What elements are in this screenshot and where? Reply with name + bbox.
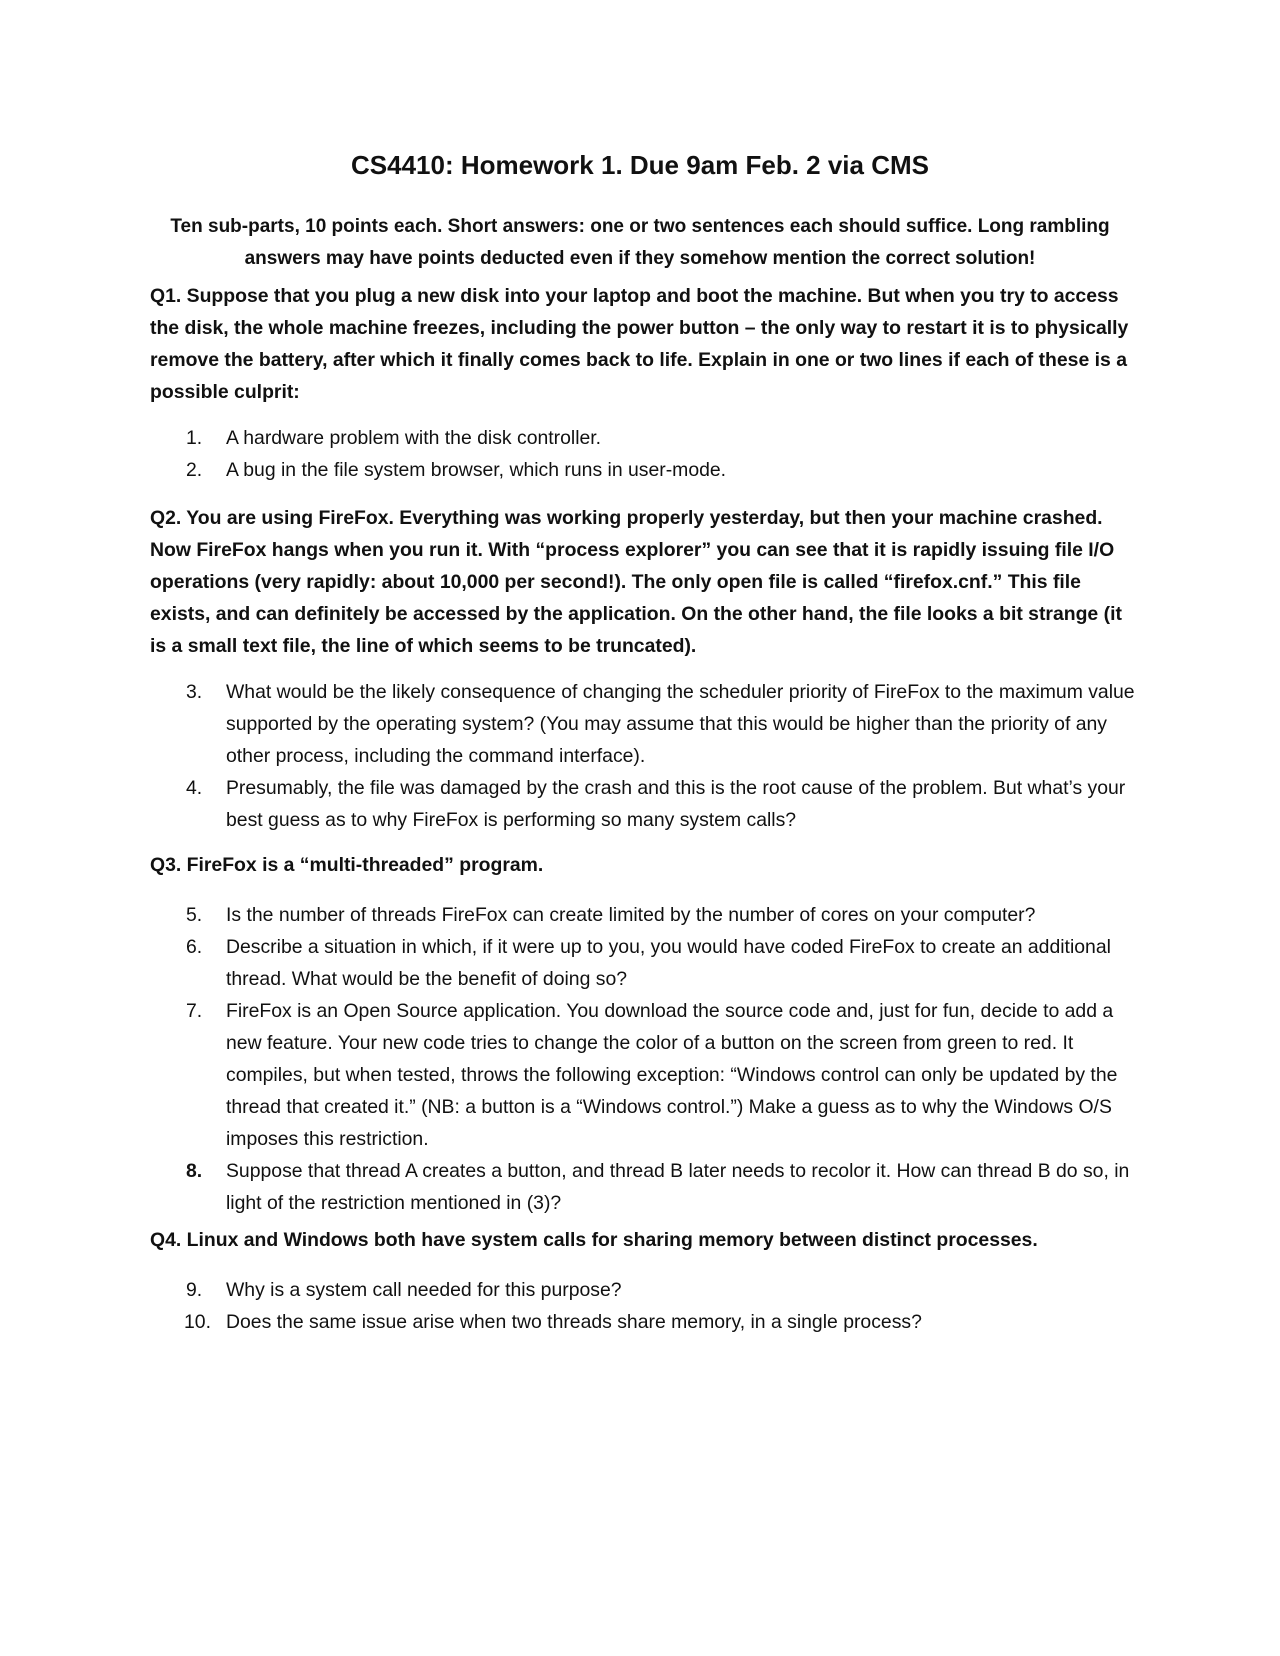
list-item — [186, 422, 1136, 454]
question-1-list — [186, 422, 1136, 486]
page-title: CS4410: Homework 1. Due 9am Feb. 2 via CMS — [351, 150, 929, 180]
item-text: A hardware problem with the disk controller. — [226, 427, 602, 449]
item-text: What would be the likely consequence of changing the scheduler priority of FireFox to the maximum value supported by the operating system? (You may assume that this would be higher than the priority of any other process, including the command interface). — [226, 681, 1135, 767]
item-text: Does the same issue arise when two threads share memory, in a single process? — [226, 1311, 922, 1333]
item-text: A bug in the file system browser, which runs in user-mode. — [226, 459, 727, 481]
item-number: 9. — [186, 1279, 203, 1301]
list-item — [186, 676, 1136, 772]
question-3-list — [186, 899, 1136, 1219]
item-number: 1. — [186, 427, 203, 449]
item-number: 8. — [186, 1160, 203, 1182]
question-3: Q3. FireFox is a “multi-threaded” program. — [150, 854, 544, 876]
question-4: Q4. Linux and Windows both have system calls for sharing memory between distinct processes. — [150, 1229, 1038, 1251]
list-item — [186, 931, 1136, 995]
item-text: Describe a situation in which, if it were up to you, you would have coded FireFox to create an additional thread. What would be the benefit of doing so? — [226, 936, 1111, 990]
item-text: Why is a system call needed for this purpose? — [226, 1279, 622, 1301]
item-number: 6. — [186, 936, 203, 958]
list-item — [186, 1306, 1136, 1338]
list-item — [186, 454, 1136, 486]
list-item — [186, 1155, 1136, 1219]
item-number: 7. — [186, 1000, 203, 1022]
item-text: Suppose that thread A creates a button, and thread B later needs to recolor it. How can thread B do so, in light of the restriction mentioned in (3)? — [226, 1160, 1130, 1214]
list-item — [186, 899, 1136, 931]
item-number: 3. — [186, 681, 203, 703]
question-1: Q1. Suppose that you plug a new disk into your laptop and boot the machine. But when you try to access the disk, the whole machine freezes, including the power button – the only way to restart it is to physically remove the battery, after which it finally comes back to life. Explain in one or two lines if each of these is a possible culprit: — [150, 285, 1129, 403]
list-item — [186, 995, 1136, 1155]
item-number: 4. — [186, 777, 203, 799]
question-2: Q2. You are using FireFox. Everything was working properly yesterday, but then your machine crashed. Now FireFox hangs when you run it. With “process explorer” you can see that it is rapidly issuing file I/O operations (very rapidly: about 10,000 per second!). The only open file is called “firefox.cnf.” This file exists, and can definitely be accessed by the application. On the other hand, the file looks a bit strange (it is a small text file, the line of which seems to be truncated). — [150, 507, 1122, 657]
item-number: 5. — [186, 904, 203, 926]
question-4-list — [186, 1274, 1136, 1338]
item-text: Presumably, the file was damaged by the crash and this is the root cause of the problem. But what’s your best guess as to why FireFox is performing so many system calls? — [226, 777, 1126, 831]
item-text: FireFox is an Open Source application. You download the source code and, just for fun, decide to add a new feature. Your new code tries to change the color of a button on the screen from green to red. It compiles, but when tested, throws the following exception: “Windows control can only be updated by the thread that created it.” (NB: a button is a “Windows control.”) Make a guess as to why the Windows O/S imposes this restriction. — [226, 1000, 1118, 1150]
item-number: 10. — [184, 1311, 211, 1333]
item-text: Is the number of threads FireFox can create limited by the number of cores on your computer? — [226, 904, 1036, 926]
intro-text: Ten sub-parts, 10 points each. Short answers: one or two sentences each should suffice. Long rambling answers may have points deducted even if they somehow mention the correct solution! — [170, 216, 1110, 269]
list-item — [186, 772, 1136, 836]
list-item — [186, 1274, 1136, 1306]
question-2-list — [186, 676, 1136, 836]
item-number: 2. — [186, 459, 203, 481]
